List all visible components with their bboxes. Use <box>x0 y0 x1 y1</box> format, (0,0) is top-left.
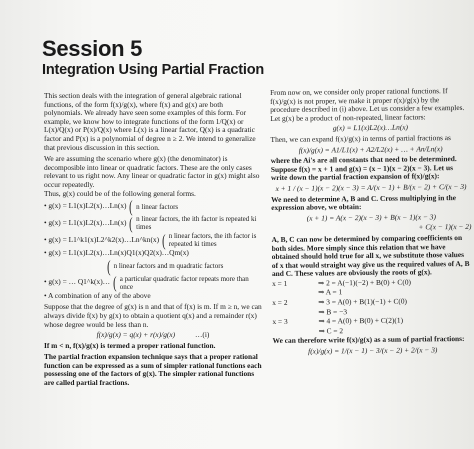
left-paren: ( <box>162 230 166 250</box>
equation: x + 1 / (x − 1)(x − 2)(x − 3) = A/(x − 1) + B/(x − 2) + C/(x − 3) <box>275 181 467 193</box>
session-heading: Session 5 <box>42 36 143 61</box>
paragraph: A, B, C can now be determined by comparing coefficients on both sides. More simply since this relation that we have obtained should hold true for all x, we substitute those values of x that would straight way give us the required values of A, B and C. These values are obviously the roots of g(x). <box>271 232 470 279</box>
form-item <box>44 249 262 258</box>
paragraph: The partial fraction expansion technique says that a proper rational function can be expressed as a sum of simpler rational functions each possessing one of the factors of g(x). The simpler rational functions are called partial fractions. <box>44 352 262 388</box>
form-expression: • g(x) = … Q1^k(x)… <box>44 277 111 287</box>
root-work: ⇒ B = −3 <box>318 306 348 317</box>
equation: g(x) = L1(x)L2(x)…Ln(x) <box>332 122 409 133</box>
equation-label: …(i) <box>195 330 210 340</box>
form-item <box>44 256 262 276</box>
left-column <box>44 92 262 388</box>
left-paren: ( <box>107 256 111 276</box>
form-expression: • g(x) = L1^k1(x)L2^k2(x)…Ln^kn(x) <box>44 234 160 244</box>
paragraph: If m < n, f(x)/g(x) is termed a proper rational function. <box>44 340 216 350</box>
form-description: n linear factors, the ith factor is repeated ki times <box>136 215 257 232</box>
paragraph: Then, we can expand f(x)/g(x) in terms of partial fractions as <box>270 133 451 144</box>
equation: f(x)/g(x) = A1/L1(x) + A2/L2(x) + … + An/Ln(x) <box>298 143 443 155</box>
paragraph: From now on, we consider only proper rational functions. If f(x)/g(x) is not proper, we make it proper r(x)/g(x) by the procedure described in (i) above. Let us consider a few examples. <box>269 86 465 115</box>
root-work: ⇒ 4 = A(0) + B(0) + C(2)(1) <box>318 315 404 326</box>
form-item <box>44 275 262 291</box>
equation: f(x)/g(x) = q(x) + r(x)/g(x) <box>96 330 176 340</box>
paragraph: Let g(x) be a product of non-repeated, linear factors: <box>270 112 426 123</box>
left-paren: ( <box>113 273 117 293</box>
paragraph: We need to determine A, B and C. Cross multiplying in the expression above, we obtain: <box>271 192 457 213</box>
paragraph: We are assuming the scenario where g(x) (the denominator) is decomposible into linear or quadratic factors. These are the only cases relevant to us right now. Any linear or quadratic factor in g(x) might also occur repeatedly. <box>44 154 260 189</box>
left-paren: ( <box>129 197 134 217</box>
equation-row <box>44 331 262 340</box>
paragraph: • A combination of any of the above <box>44 290 151 300</box>
root-work: ⇒ 2 = A(−1)(−2) + B(0) + C(0) <box>317 277 411 288</box>
form-description: n linear factors and m quadratic factors <box>113 262 224 271</box>
equation: f(x)/g(x) = 1/(x − 1) − 3/(x − 2) + 2/(x − 3) <box>308 345 438 356</box>
equation: + C(x − 1)(x − 2) <box>418 222 472 232</box>
right-column <box>270 87 473 359</box>
form-expression: • g(x) = L1(x)L2(x)…Ln(x) <box>44 217 127 227</box>
root-work: ⇒ 3 = A(0) + B(1)(−1) + C(0) <box>318 296 408 307</box>
form-description: n linear factors <box>136 202 179 211</box>
form-description: n linear factors, the ith factor is repeated ki times <box>168 232 257 249</box>
form-item <box>44 232 262 248</box>
root-value: x = 3 <box>272 317 288 327</box>
equation: (x + 1) = A(x − 2)(x − 3) + B(x − 1)(x − 3) <box>306 211 436 223</box>
root-value <box>272 289 318 298</box>
form-item <box>44 215 262 231</box>
paragraph: Suppose that the degree of g(x) is n and that of f(x) is m. If m ≥ n, we can always divide f(x) by g(x) to obtain a quotient q(x) and a remainder r(x) whose degree would be less than n. <box>44 302 262 329</box>
root-work: ⇒ C = 2 <box>318 326 344 336</box>
root-value: x = 1 <box>271 278 288 288</box>
paragraph: We can therefore write f(x)/g(x) as a sum of partial fractions: <box>272 334 465 346</box>
form-description: a particular quadratic factor repeats more than once <box>119 274 249 291</box>
paragraph: This section deals with the integration of general algebraic rational functions, of the form f(x)/g(x), where f(x) and g(x) are both polynomials. We already have seen some examples of this form. For example, we know how to integrate functions of the form 1/Q(x) or L(x)/Q(x) or P(x)/Q(x) where L(x) is a linear factor, Q(x) is a quadratic factor and P(x) is a polynomial of degree n ≥ 2. We intend to generalize that previous discussion in this section. <box>44 91 256 152</box>
section-title: Integration Using Partial Fraction <box>42 62 265 78</box>
paragraph: where the Ai's are all constants that need to be determined. Suppose f(x) = x + 1 and g(x) = (x − 1)(x − 2)(x − 3). Let us write down the partial fraction expansion of f(x)/g(x): <box>270 154 457 183</box>
left-paren: ( <box>129 213 134 233</box>
form-expression: • g(x) = L1(x)L2(x)…Ln(x) <box>44 201 127 211</box>
root-value <box>272 308 318 317</box>
form-item <box>44 197 262 217</box>
root-value: x = 2 <box>272 297 288 308</box>
paragraph: Thus, g(x) could be of the following general forms. <box>44 188 196 198</box>
root-work: ⇒ A = 1 <box>318 287 343 297</box>
form-expression: • g(x) = L1(x)L2(x)…Ln(x)Q1(x)Q2(x)…Qm(x) <box>44 248 189 258</box>
